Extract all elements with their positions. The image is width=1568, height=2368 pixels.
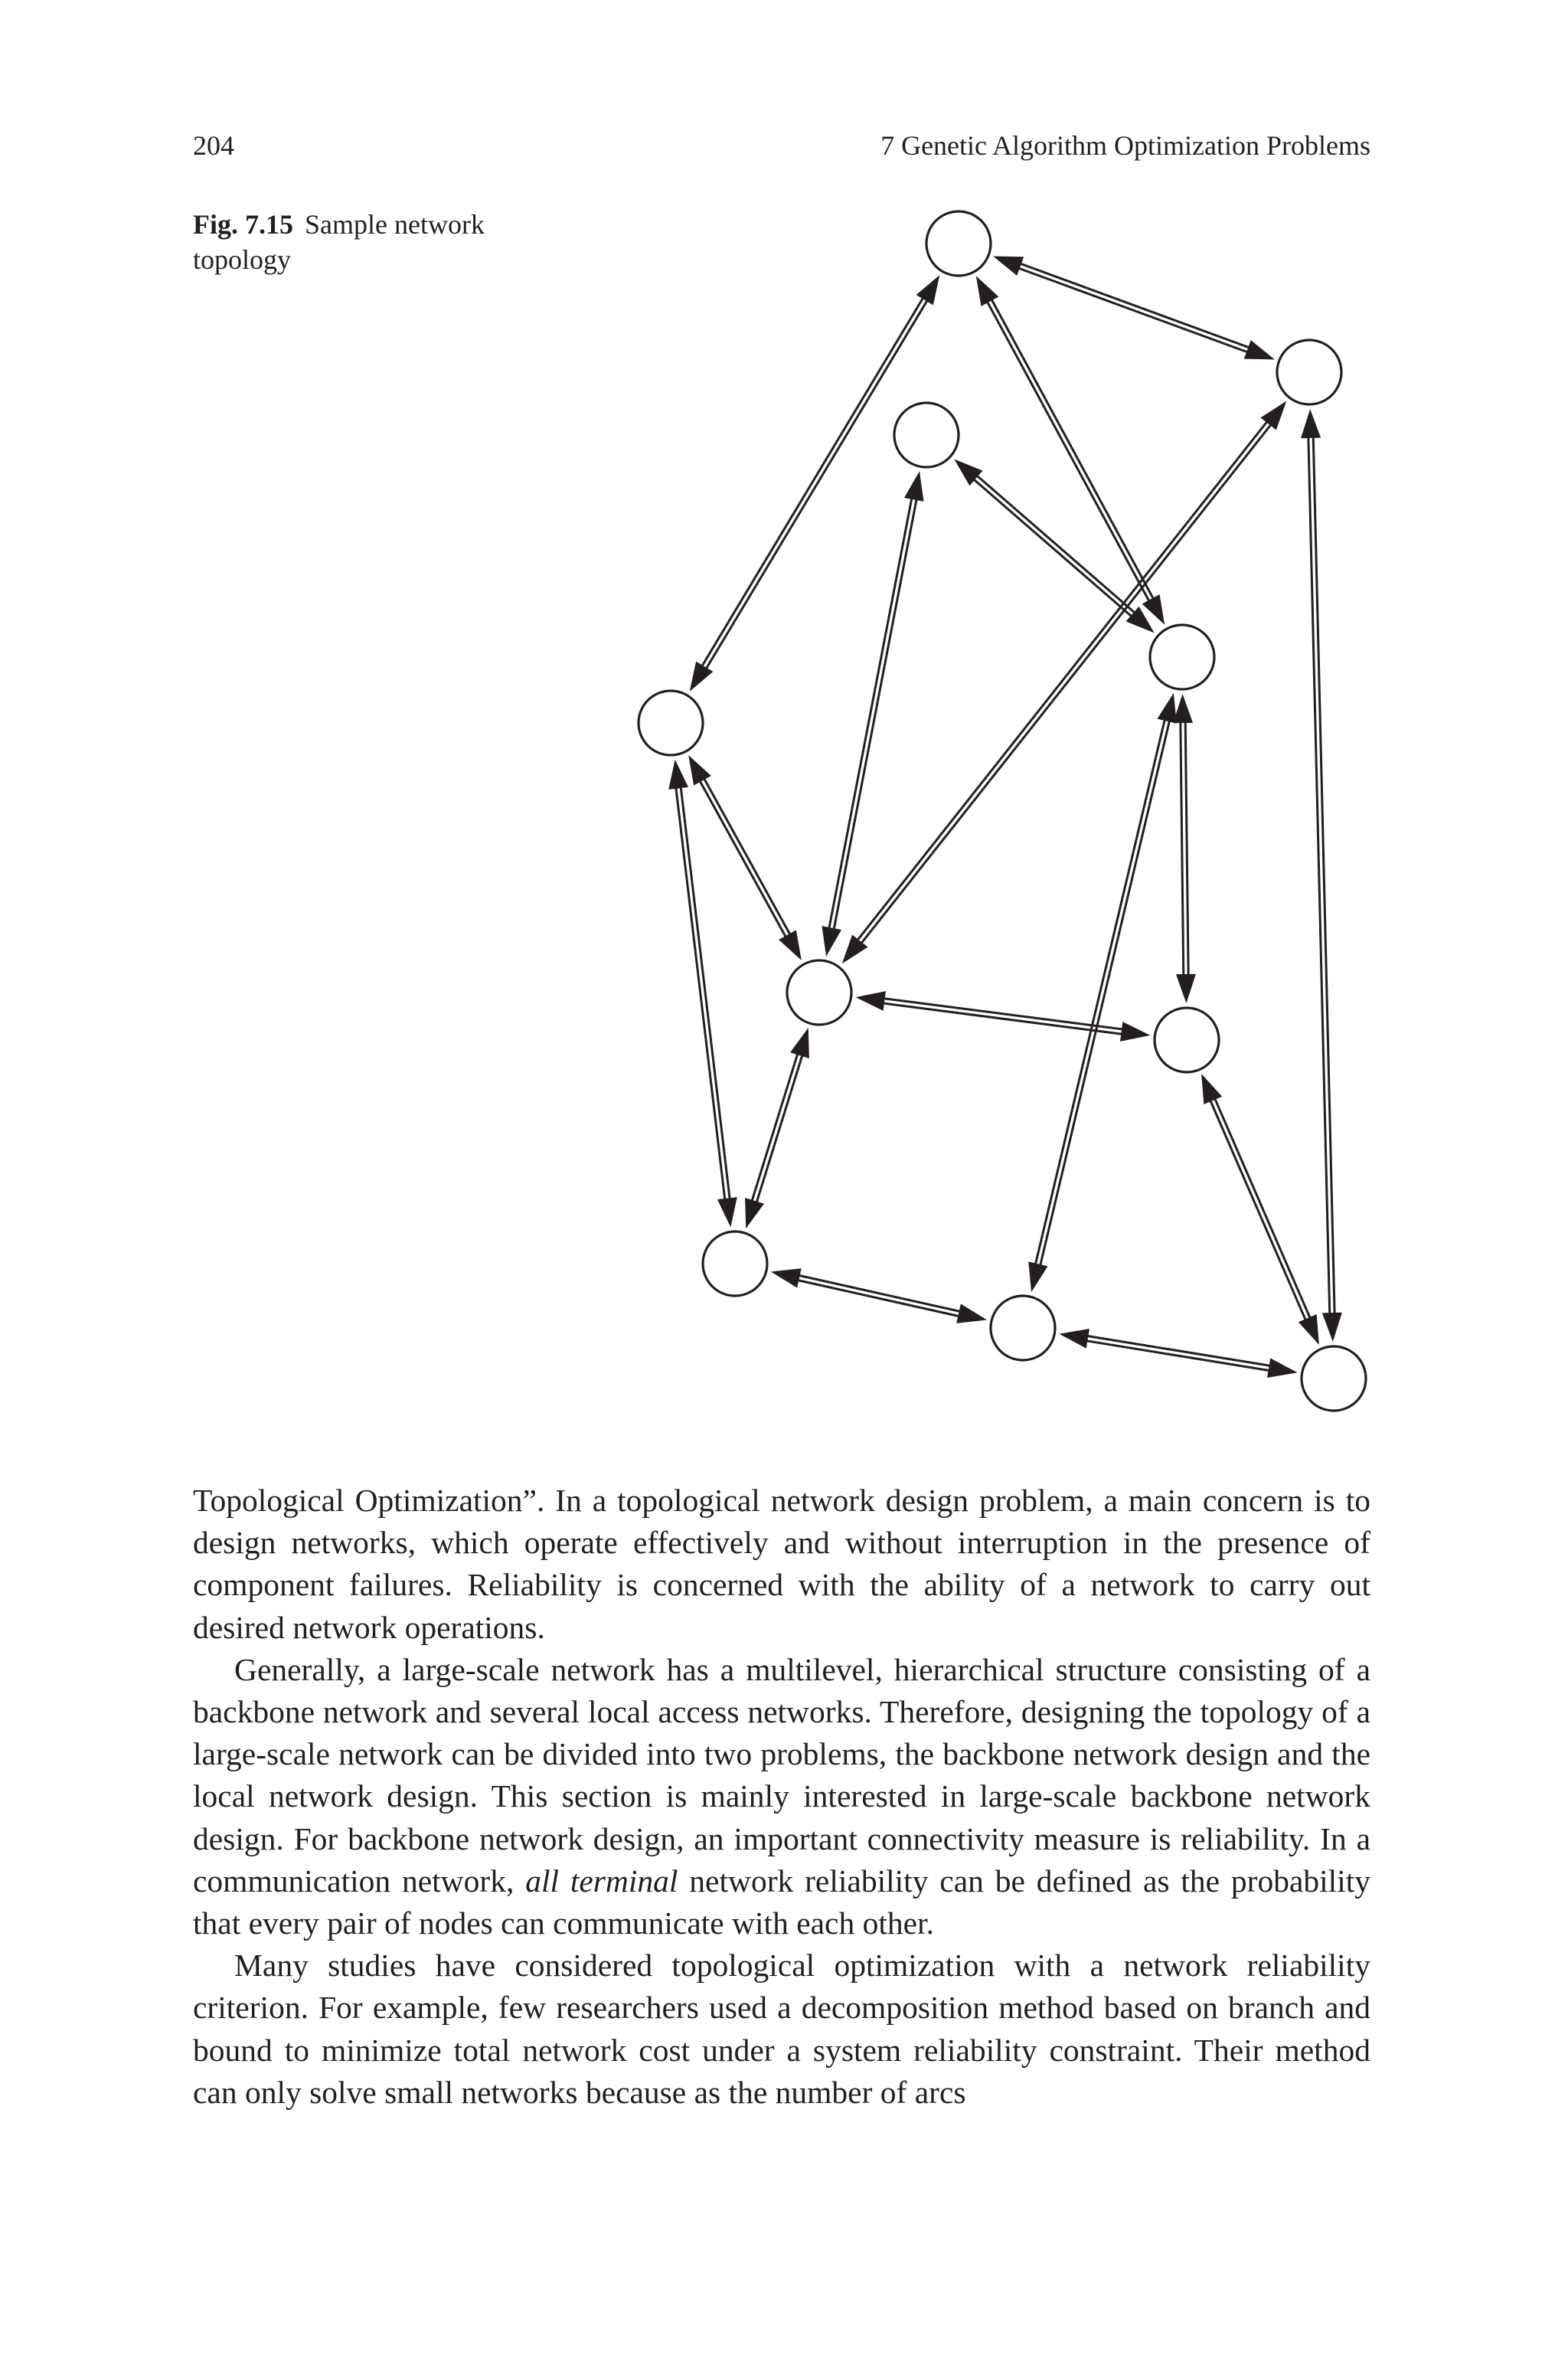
running-head: 7 Genetic Algorithm Optimization Problems [880, 130, 1370, 161]
network-node [1277, 340, 1341, 404]
arrowhead [1298, 1314, 1319, 1345]
body-text [193, 1480, 1370, 2114]
network-link [1301, 409, 1342, 1342]
network-node [926, 211, 991, 276]
network-node [639, 691, 703, 755]
arrowhead [690, 662, 714, 692]
text-run: network reliability can be defined as the probability that every pair of nodes can communicate with each other. [193, 1863, 1370, 1941]
arrowhead [1120, 1022, 1150, 1042]
network-link [745, 1028, 809, 1228]
text-run: Many studies have considered topological optimization with a network reliability criterion. For example, few researchers used a decomposition method based on branch and bound to minimize total network cost under a system reliability constraint. Their method can only solve small networks because as the number of arcs [193, 1948, 1370, 2110]
arrowhead [1267, 1358, 1298, 1378]
arrowhead [688, 755, 711, 786]
figure-caption-text: Sample network topology [193, 209, 485, 275]
text-run: Topological Optimization”. In a topological network design problem, a main concern is to design networks, which operate effectively and without interruption in the presence of component failures. Reliability is concerned with the ability of a network to carry out desired network operations. [193, 1483, 1370, 1645]
arrowhead [790, 1028, 809, 1058]
arrowhead [956, 1304, 987, 1323]
network-link [771, 1268, 987, 1323]
arrowhead [976, 276, 999, 306]
arrowhead [1301, 409, 1321, 438]
body-paragraph [193, 1649, 1370, 1944]
network-link [1173, 694, 1196, 1003]
network-node [1150, 625, 1214, 689]
arrowhead [1028, 1261, 1047, 1292]
network-link [690, 275, 940, 692]
network-link [842, 401, 1286, 964]
arrowhead [771, 1268, 802, 1287]
text-run: Generally, a large-scale network has a multilevel, hierarchical structure consisting of a backbone network and several local access networks. Therefore, designing the topology of a large-scale network can be divided into two problems, the backbone network design and the local network design. This section is mainly interested in large-scale backbone network design. For backbone network design, an important connectivity measure is reliability. In a communication network, [193, 1651, 1370, 1899]
body-paragraph [193, 1480, 1370, 1649]
network-node [1302, 1346, 1366, 1411]
page-number: 204 [193, 130, 234, 161]
network-node [787, 960, 851, 1025]
network-link [1201, 1074, 1319, 1345]
network-link [856, 991, 1151, 1042]
network-node [894, 403, 959, 467]
italic-text: all terminal [525, 1863, 678, 1899]
network-node [1155, 1008, 1219, 1072]
network-node [991, 1296, 1055, 1360]
arrowhead [904, 471, 924, 502]
arrowhead [822, 926, 841, 957]
body-paragraph [193, 1944, 1370, 2114]
network-link [1028, 693, 1177, 1293]
arrowhead [745, 1198, 764, 1228]
arrowhead [1059, 1329, 1089, 1349]
arrowhead [779, 930, 802, 960]
arrowhead [916, 275, 940, 305]
arrowhead [1176, 974, 1196, 1003]
network-link [688, 755, 802, 960]
arrowhead [1322, 1313, 1342, 1342]
arrowhead [717, 1197, 737, 1227]
arrowhead [1244, 340, 1275, 359]
arrowhead [1157, 693, 1176, 724]
network-node [703, 1231, 767, 1296]
network-link [1059, 1329, 1297, 1378]
arrowhead [1201, 1074, 1222, 1104]
network-link [976, 276, 1165, 625]
arrowhead [993, 257, 1024, 276]
figure-label: Fig. 7.15 [193, 209, 293, 240]
arrowhead [954, 459, 982, 486]
arrowhead [668, 760, 688, 790]
arrowhead [856, 991, 886, 1011]
network-link [993, 257, 1275, 360]
